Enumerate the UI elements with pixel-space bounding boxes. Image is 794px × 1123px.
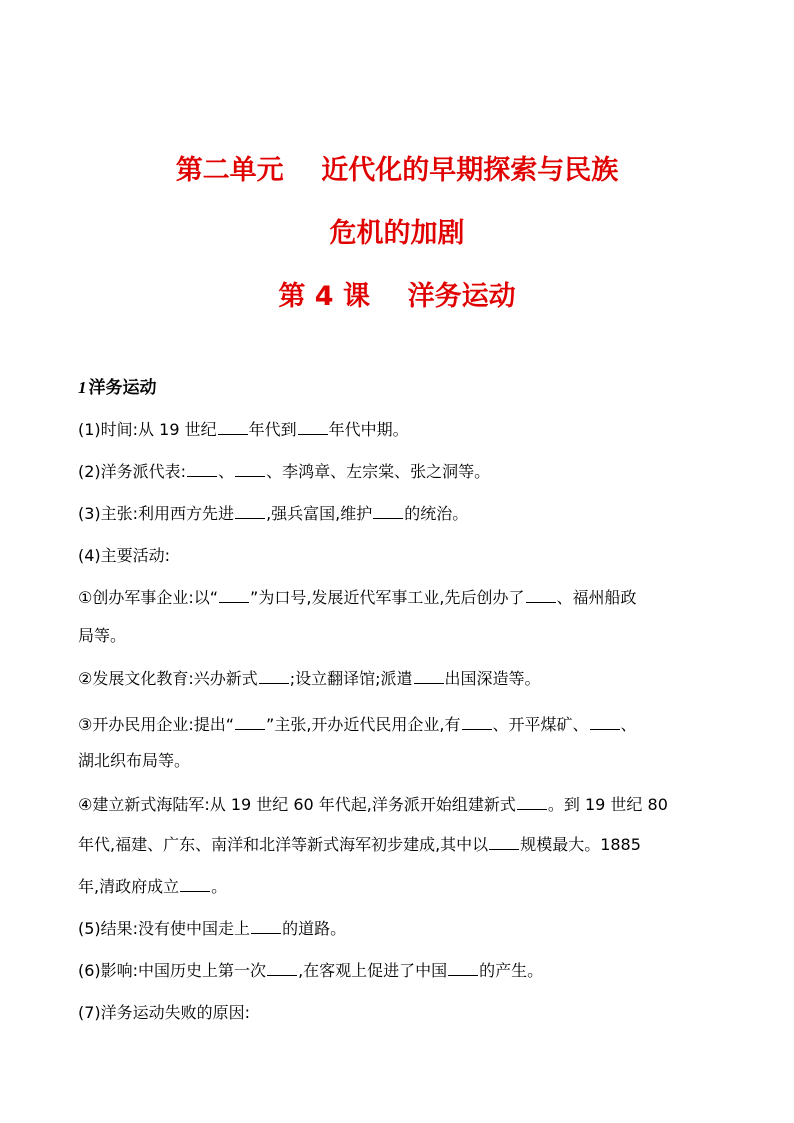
fill-blank[interactable] <box>298 433 328 435</box>
item-military-enterprises <box>78 587 637 609</box>
text: ③开办民用企业:提出“ <box>78 715 235 734</box>
item-failure-reasons <box>78 1002 250 1024</box>
fill-blank[interactable] <box>414 682 444 684</box>
fill-blank[interactable] <box>489 848 519 850</box>
text: 的统治。 <box>404 504 469 523</box>
text: 湖北织布局等。 <box>78 751 191 770</box>
text: (5)结果:没有使中国走上 <box>78 919 251 938</box>
item-influence <box>78 960 543 982</box>
text: ②发展文化教育:兴办新式 <box>78 669 258 688</box>
text: (3)主张:利用西方先进 <box>78 504 235 523</box>
text: 、 <box>620 715 637 734</box>
text: 出国深造等。 <box>444 669 541 688</box>
item-new-armed-forces <box>78 794 668 816</box>
fill-blank[interactable] <box>590 728 620 730</box>
section-heading-text: 洋务运动 <box>88 378 157 398</box>
fill-blank[interactable] <box>235 475 265 477</box>
text: 局等。 <box>78 626 127 645</box>
fill-blank[interactable] <box>448 974 478 976</box>
fill-blank[interactable] <box>235 517 265 519</box>
fill-blank[interactable] <box>373 517 403 519</box>
section-number: 1 <box>78 378 87 397</box>
text: ,强兵富国,维护 <box>266 504 373 523</box>
text: ”主张,开办近代民用企业,有 <box>266 715 461 734</box>
text: 。 <box>211 877 228 896</box>
fill-blank[interactable] <box>526 601 556 603</box>
text: 、 <box>218 462 235 481</box>
fill-blank[interactable] <box>267 974 297 976</box>
item-representatives <box>78 461 490 483</box>
item-new-armed-forces-continued <box>78 834 641 856</box>
item-civil-enterprises <box>78 714 637 736</box>
fill-blank[interactable] <box>219 601 249 603</box>
item-result <box>78 918 346 940</box>
fill-blank[interactable] <box>259 682 289 684</box>
text: 、开平煤矿、 <box>492 715 589 734</box>
text: 、李鸿章、左宗棠、张之洞等。 <box>266 462 491 481</box>
item-civil-enterprises-continued <box>78 750 190 772</box>
item-new-armed-forces-continued <box>78 876 227 898</box>
text: ,在客观上促进了中国 <box>298 961 448 980</box>
fill-blank[interactable] <box>235 728 265 730</box>
lesson-title: 第 4 课 洋务运动 <box>278 281 516 312</box>
text: (1)时间:从 19 世纪 <box>78 420 217 439</box>
text: (4)主要活动: <box>78 546 171 565</box>
fill-blank[interactable] <box>251 932 281 934</box>
unit-title: 第二单元 近代化的早期探索与民族 <box>175 155 619 186</box>
unit-title-continued: 危机的加剧 <box>329 218 465 249</box>
text: 规模最大。1885 <box>520 835 641 854</box>
item-main-activities <box>78 545 170 567</box>
item-claim <box>78 503 468 525</box>
text: 年,清政府成立 <box>78 877 180 896</box>
text: 、福州船政 <box>556 588 637 607</box>
item-military-enterprises-continued <box>78 625 126 647</box>
section-heading <box>78 377 157 399</box>
text: (2)洋务派代表: <box>78 462 187 481</box>
text: (6)影响:中国历史上第一次 <box>78 961 267 980</box>
item-time <box>78 419 409 441</box>
text: ④建立新式海陆军:从 19 世纪 60 年代起,洋务派开始组建新式 <box>78 795 516 814</box>
text: 年代到 <box>248 420 297 439</box>
fill-blank[interactable] <box>187 475 217 477</box>
fill-blank[interactable] <box>517 808 547 810</box>
text: 的道路。 <box>282 919 347 938</box>
item-education <box>78 668 541 690</box>
text: 的产生。 <box>479 961 544 980</box>
text: (7)洋务运动失败的原因: <box>78 1003 251 1022</box>
text: ”为口号,发展近代军事工业,先后创办了 <box>250 588 525 607</box>
fill-blank[interactable] <box>180 890 210 892</box>
text: 年代中期。 <box>328 420 409 439</box>
text: ;设立翻译馆;派遣 <box>289 669 413 688</box>
fill-blank[interactable] <box>218 433 248 435</box>
text: 年代,福建、广东、南洋和北洋等新式海军初步建成,其中以 <box>78 835 489 854</box>
fill-blank[interactable] <box>462 728 492 730</box>
text: ①创办军事企业:以“ <box>78 588 219 607</box>
text: 。到 19 世纪 80 <box>547 795 668 814</box>
